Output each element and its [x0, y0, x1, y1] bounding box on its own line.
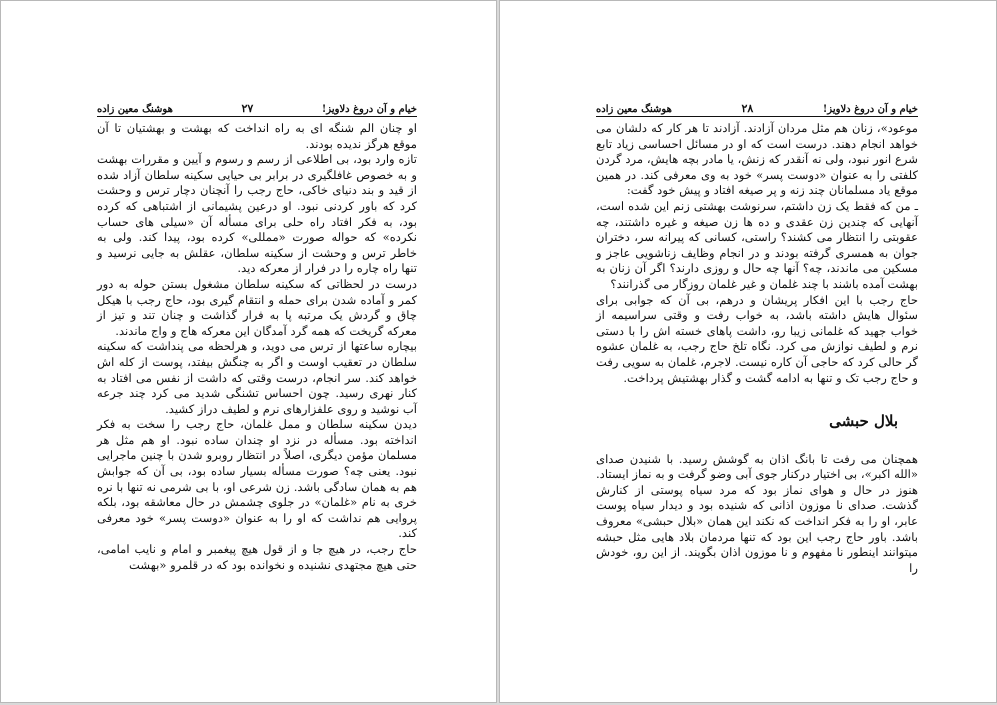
right-page	[499, 0, 997, 703]
right-paragraph: ـ من که فقط یک زن داشتم، سرنوشت بهشتی زنم این شده است، آنهایی که چندین زن عقدی و ده ها زن صیغه و غیره داشتند، چه عقوبتی را انتظار می کشند؟ راستی، کسانی که پیرانه سر، دختران جوان به همسری گرفته بودند و در انجام وظایف زناشویی عاجز و مسکین می ماندند، چه؟ آنها چه حال و روزی دارند؟ اگر آن زنان به بهشت آمده باشند با چند غلمان و غیر غلمان روزگار می گذرانند؟	[596, 198, 918, 291]
left-paragraph: بیچاره ساعتها از ترس می دوید، و هرلحظه می پنداشت که سکینه سلطان در تعقیب اوست و اگر به چنگش بیفتد، پوست از کله اش خواهد کند. سر انجام، درست وقتی که داشت از نفس می افتاد به کنار نهری رسید. چون احساس تشنگی شدید می کرد چند جرعه آب نوشید و روی علفزارهای نرم و لطیف دراز کشید.	[97, 339, 417, 416]
section-title: بلال حبشی	[829, 412, 898, 431]
left-header-title: خیام و آن دروغ دلاویز!	[321, 104, 417, 115]
left-paragraph: او چنان الم شنگه ای به راه انداخت که بهشت و بهشتیان تا آن موقع هرگز ندیده بودند.	[97, 121, 417, 151]
right-page-body	[596, 121, 918, 576]
left-paragraph: درست در لحظاتی که سکینه سلطان مشغول بستن حوله به دور کمر و آماده شدن برای حمله و انتقام گیری بود، حاج رجب با هیکل چاق و گردش یک مرتبه پا به فرار گذاشت و چنان تند و تیز از معرکه گریخت که همه گرد آمدگان این معرکه هاج و واج ماندند.	[97, 276, 417, 338]
left-page-number: ۲۷	[241, 102, 254, 115]
section-paragraph: همچنان می رفت تا بانگ اذان به گوشش رسید. با شنیدن صدای «الله اکبر»، بی اختیار درکنار جوی آبی وضو گرفت و به نماز ایستاد. هنوز در حال و هوای نماز بود که مرد سیاه پوستی از کنارش گذشت. صدای نا موزون اذانی که شنیده بود و دیدار سیاه پوست عابر، او را به فکر انداخت که نکند این همان «بلال حبشی» معروف باشد. باور حاج رجب این بود که تنها مردمان بلاد هایی مثل حبشه میتوانند اینطور نا مفهوم و نا موزون اذان بگویند. از این رو، خودش را	[596, 451, 918, 575]
left-paragraph: حاج رجب، در هیچ جا و از قول هیچ پیغمبر و امام و نایب امامی، حتی هیچ مجتهدی نشنیده و نخوانده بود که در قلمرو «بهشت	[97, 542, 417, 572]
right-page-number: ۲۸	[741, 102, 754, 115]
right-header-author: هوشنگ معین زاده	[596, 104, 672, 115]
left-page-body	[97, 121, 417, 573]
left-paragraph: دیدن سکینه سلطان و ممل غلمان، حاج رجب را سخت به فکر انداخته بود. مسأله در نزد او چندان ساده نبود. او هم مثل هر مسلمان مؤمن دیگری، اصلاً در انتظار روبرو شدن با چنین ماجرایی نبود. یعنی چه؟ صورت مسأله بسیار ساده بود، بی آن که جوابش هم به همان سادگی باشد. زن شرعی او، با بی شرمی نه تنها با نره خری به نام «غلمان» در جلوی چشمش در حال معاشقه بود، بلکه پروایی هم نداشت که او را به عنوان «دوست پسر» خود معرفی کند.	[97, 417, 417, 541]
left-header-author: هوشنگ معین زاده	[97, 104, 173, 115]
right-paragraph: حاج رجب با این افکار پریشان و درهم، بی آن که جوابی برای سئوال هایش داشته باشد، به خواب رفت و وقتی سراسیمه از خواب جهید که غلمانی زیبا رو، داشت پاهای خسته اش را با دستی نرم و لطیف نوازش می کرد. نگاه تلخ حاج رجب، به غلمان عشوه گر حالی کرد که حاجی آن کاره نیست. لاجرم، غلمان به سویی رفت و حاج رجب تک و تنها به ادامه گشت و گذار بهشتیش پرداخت.	[596, 292, 918, 385]
left-page	[0, 0, 497, 703]
right-paragraph: موعود»، زنان هم مثل مردان آزادند. آزادند تا هر کار که دلشان می خواهد انجام دهند. درست است که او در مسائل احساسی زیاد تابع شرع انور نبود، ولی نه آنقدر که زنش، یا مادر بچه هایش، مرد گردن کلفتی را به عنوان «دوست پسر» خود به وی معرفی کند. در همین موقع یاد مسلمانان چند زنه و پر صیغه افتاد و پیش خود گفت:	[596, 121, 918, 198]
right-header-title: خیام و آن دروغ دلاویز!	[822, 104, 918, 115]
left-page-header	[97, 101, 417, 117]
right-page-header	[596, 101, 918, 117]
left-paragraph: تازه وارد بود، بی اطلاعی از رسم و رسوم و آیین و مقررات بهشت و به خصوص غافلگیری در برابر بی حیایی سکینه سلطان آزاد شده از قید و بند دنیای خاکی، حاج رجب را آنچنان دچار ترس و وحشت کرد که باور کردنی نبود. او درعین پشیمانی از اشتباهی که کرده بود، به فکر افتاد راه حلی برای مسأله آن «سیلی های حساب نکرده» که حواله صورت «ممللی» کرده بود، پیدا کند. ولی به خاطر ترس و وحشت از سکینه سلطان، عقلش به جایی نرسید و تنها راه چاره را در فرار از معرکه دید.	[97, 152, 417, 276]
